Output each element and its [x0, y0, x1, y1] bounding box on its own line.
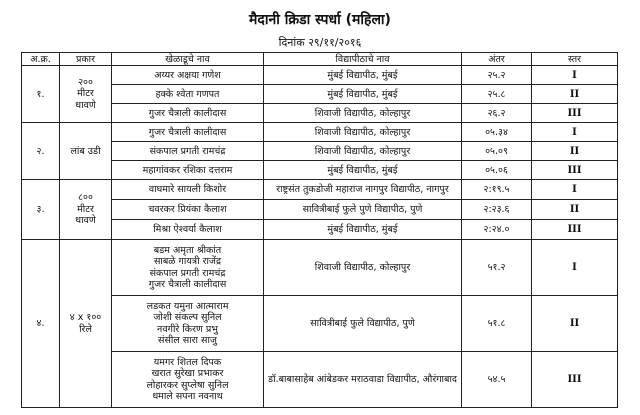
team-cell: [112, 240, 264, 296]
event-cell: [60, 180, 112, 240]
mark-cell: २:२३.६: [462, 200, 532, 220]
player-cell: संकपाल प्रगती रामचंद्र: [112, 142, 264, 161]
header-mark: अंतर: [462, 53, 532, 66]
header-player: खेळाडूचे नाव: [112, 53, 264, 66]
event-cell: लांब उडी: [60, 123, 112, 180]
table-row: [22, 123, 618, 142]
level-cell: II: [532, 85, 618, 104]
serial-cell: ३.: [22, 180, 60, 240]
table-row: [22, 66, 618, 85]
level-cell: III: [532, 104, 618, 123]
table-row: [22, 161, 618, 180]
table-row: [22, 296, 618, 352]
level-cell: II: [532, 200, 618, 220]
mark-cell: ५१.८: [462, 296, 532, 352]
mark-cell: २:१९.५: [462, 180, 532, 200]
serial-cell: १.: [22, 66, 60, 123]
university-cell: मुंबई विद्यापीठ, मुंबई: [264, 220, 462, 240]
table-header-row: [22, 53, 618, 66]
mark-cell: ०५.३४: [462, 123, 532, 142]
event-line: ८००: [78, 192, 93, 204]
event-line: ४ x १००: [69, 312, 102, 323]
header-level: स्तर: [532, 53, 618, 66]
player-cell: हक्के श्वेता गणपत: [112, 85, 264, 104]
team-member: साबळे गायत्री राजेंद्र: [153, 256, 222, 267]
university-cell: शिवाजी विद्यापीठ, कोल्हापुर: [264, 142, 462, 161]
university-cell: राष्ट्रसंत तुकडोजी महाराज नागपुर विद्यापीठ, नागपुर: [264, 180, 462, 200]
event-line: मीटर: [77, 88, 94, 100]
team-member: बडम अमृता श्रीकांत: [153, 244, 222, 256]
team-member: लोहारकर सुप्लेषा सुनिल: [146, 379, 229, 391]
header-event: प्रकार: [60, 53, 112, 66]
university-cell: मुंबई विद्यापीठ, मुंबई: [264, 85, 462, 104]
player-cell: मिश्रा ऐश्वर्या कैलाश: [112, 220, 264, 240]
player-cell: अय्यर अक्षया गणेश: [112, 66, 264, 85]
event-line: धावणे: [75, 215, 96, 227]
level-cell: II: [532, 296, 618, 352]
mark-cell: ०५.०९: [462, 142, 532, 161]
university-cell: शिवाजी विद्यापीठ, कोल्हापुर: [264, 104, 462, 123]
mark-cell: २६.२: [462, 104, 532, 123]
mark-cell: ०५.०६: [462, 161, 532, 180]
university-cell: मुंबई विद्यापीठ, मुंबई: [264, 66, 462, 85]
mark-cell: ५४.५: [462, 352, 532, 408]
level-cell: II: [532, 142, 618, 161]
mark-cell: २५.२: [462, 66, 532, 85]
player-cell: गुजर चैत्राली कालीदास: [112, 104, 264, 123]
table-row: [22, 180, 618, 200]
header-serial: अ.क्र.: [22, 53, 60, 66]
level-cell: III: [532, 161, 618, 180]
table-row: [22, 220, 618, 240]
university-cell: सावित्रीबाई फुले पुणे विद्यापीठ, पुणे: [264, 200, 462, 220]
team-member: संसील सारा साजु: [158, 335, 217, 346]
team-cell: [112, 296, 264, 352]
table-row: [22, 200, 618, 220]
team-member: लडकत यमुना आत्माराम: [146, 300, 229, 312]
level-cell: I: [532, 240, 618, 296]
table-row: [22, 240, 618, 296]
university-cell: शिवाजी विद्यापीठ, कोल्हापुर: [264, 123, 462, 142]
mark-cell: २५.८: [462, 85, 532, 104]
player-cell: महागांवकर रशिका दत्तराम: [112, 161, 264, 180]
university-cell: शिवाजी विद्यापीठ, कोल्हापुर: [264, 240, 462, 296]
table-row: [22, 142, 618, 161]
mark-cell: २:२४.०: [462, 220, 532, 240]
team-member: नवगीरे किरण प्रभु: [157, 323, 218, 335]
level-cell: I: [532, 66, 618, 85]
team-member: जोशी संकल्प सुनिल: [153, 312, 222, 323]
results-table: [21, 52, 618, 408]
level-cell: I: [532, 180, 618, 200]
team-member: गुजर चैत्राली कालीदास: [148, 279, 227, 290]
serial-cell: ४.: [22, 240, 60, 408]
page-title: मैदानी क्रिडा स्पर्धा (महिला): [249, 12, 391, 28]
event-line: २००: [78, 76, 93, 88]
level-cell: III: [532, 220, 618, 240]
event-line: धावणे: [75, 99, 96, 111]
team-member: धमाले सपना नवनाथ: [152, 391, 223, 402]
event-line: रिले: [79, 323, 92, 335]
player-cell: चवरकर प्रियंका कैलाश: [112, 200, 264, 220]
event-cell: [60, 66, 112, 123]
mark-cell: ५१.२: [462, 240, 532, 296]
university-cell: डॉ.बाबासाहेब आंबेडकर मराठवाडा विद्यापीठ, औरंगाबाद: [264, 352, 462, 408]
serial-cell: २.: [22, 123, 60, 180]
team-cell: [112, 352, 264, 408]
university-cell: मुंबई विद्यापीठ, मुंबई: [264, 161, 462, 180]
team-member: खरात सुरेखा प्रभाकर: [151, 368, 224, 379]
university-cell: सावित्रीबाई फुले विद्यापीठ, पुणे: [264, 296, 462, 352]
team-member: यमगर शितल दिपक: [153, 356, 222, 368]
level-cell: I: [532, 123, 618, 142]
event-cell: [60, 240, 112, 408]
header-university: विद्यापीठाचे नाव: [264, 53, 462, 66]
table-row: [22, 352, 618, 408]
team-member: संकपाल प्रगती रामचंद्र: [149, 267, 226, 279]
player-cell: गुजर चैत्राली कालीदास: [112, 123, 264, 142]
event-line: मीटर: [77, 203, 94, 215]
table-row: [22, 85, 618, 104]
date-line: दिनांक २९/११/२०१६: [278, 36, 362, 49]
player-cell: वाघमारे सायली किशोर: [112, 180, 264, 200]
table-row: [22, 104, 618, 123]
level-cell: III: [532, 352, 618, 408]
